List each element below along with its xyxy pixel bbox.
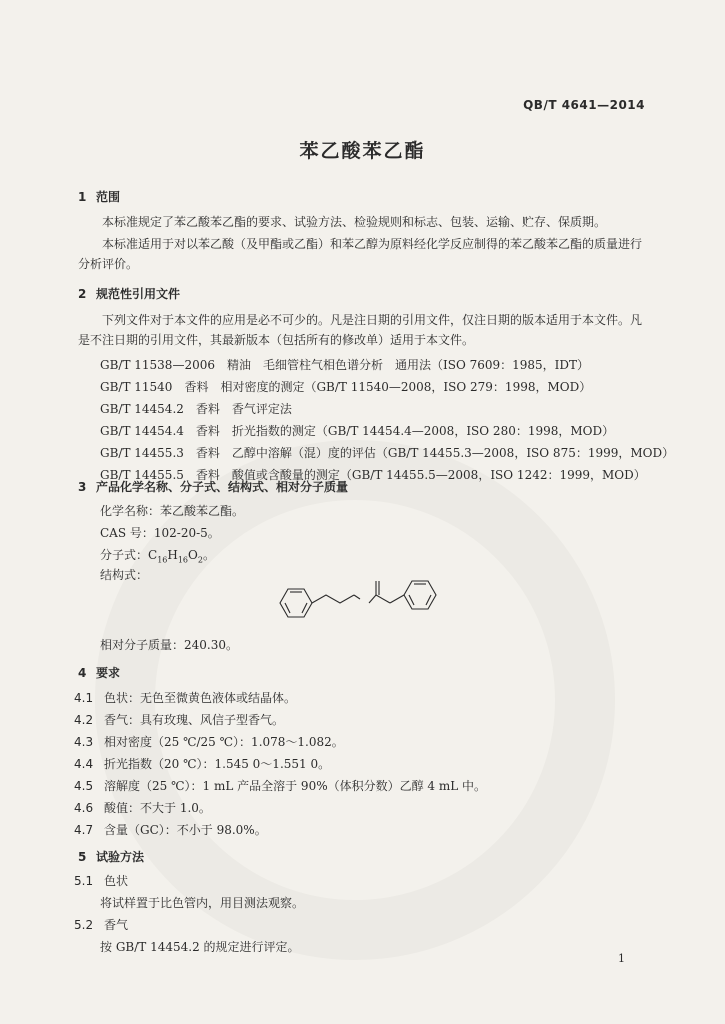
- structural-formula: [270, 575, 450, 630]
- section-number: 3: [78, 480, 87, 494]
- requirement-item: 4.5 溶解度（25 ℃）：1 mL 产品全溶于 90%（体积分数）乙醇 4 mL 中。: [74, 779, 487, 793]
- requirement-item: 4.1 色状：无色至微黄色液体或结晶体。: [74, 691, 297, 705]
- section-2-heading: [78, 285, 180, 302]
- page-number: 1: [618, 952, 625, 965]
- standard-number: QB/T 4641—2014: [523, 98, 645, 112]
- section-title: 要求: [96, 666, 121, 680]
- reference-item: GB/T 14454.4 香料 折光指数的测定（GB/T 14454.4—2008，ISO 280：1998，MOD）: [100, 424, 615, 438]
- section-number: 5: [78, 850, 87, 864]
- molecular-formula: 分子式：$C_{16}H_{16}O_2$。: [100, 548, 215, 565]
- molecular-weight: 相对分子质量：240.30。: [100, 638, 238, 652]
- reference-item: GB/T 14454.2 香料 香气评定法: [100, 402, 292, 416]
- structure-label: 结构式：: [100, 568, 149, 582]
- section-number: 4: [78, 666, 87, 680]
- subsection-5-2-text: 按 GB/T 14454.2 的规定进行评定。: [100, 940, 300, 954]
- cas-number: CAS 号：102-20-5。: [100, 526, 220, 540]
- reference-item: GB/T 14455.3 香料 乙醇中溶解（混）度的评估（GB/T 14455.3—2008，ISO 875：1999，MOD）: [100, 446, 675, 460]
- section-number: 2: [78, 287, 87, 301]
- section-title: 产品化学名称、分子式、结构式、相对分子质量: [96, 480, 349, 494]
- requirement-item: 4.6 酸值：不大于 1.0。: [74, 801, 211, 815]
- reference-item: GB/T 14455.5 香料 酸值或含酸量的测定（GB/T 14455.5—2008，ISO 1242：1999，MOD）: [100, 468, 646, 482]
- subsection-5-2-heading: 5.2 香气: [74, 918, 129, 932]
- requirement-item: 4.7 含量（GC）：不小于 98.0%。: [74, 823, 267, 837]
- requirement-item: 4.4 折光指数（20 ℃）：1.545 0～1.551 0。: [74, 757, 331, 771]
- section-title: 试验方法: [96, 850, 145, 864]
- subsection-5-1-heading: 5.1 色状: [74, 874, 129, 888]
- section-title: 规范性引用文件: [96, 287, 181, 301]
- section-4-heading: [78, 664, 120, 681]
- section-2-paragraph: 下列文件对于本文件的应用是必不可少的。凡是注日期的引用文件，仅注日期的版本适用于本文件。凡是不注日期的引用文件，其最新版本（包括所有的修改单）适用于本文件。: [78, 313, 643, 347]
- section-1-paragraph-1: 本标准规定了苯乙酸苯乙酯的要求、试验方法、检验规则和标志、包装、运输、贮存、保质期。: [102, 215, 607, 229]
- requirement-item: 4.2 香气：具有玫瑰、风信子型香气。: [74, 713, 285, 727]
- reference-item: GB/T 11538—2006 精油 毛细管柱气相色谱分析 通用法（ISO 7609：1985，IDT）: [100, 358, 590, 372]
- subsection-5-1-text: 将试样置于比色管内，用目测法观察。: [100, 896, 305, 910]
- section-number: 1: [78, 190, 87, 204]
- section-1-heading: [78, 188, 120, 205]
- chemical-name: 化学名称：苯乙酸苯乙酯。: [100, 504, 245, 518]
- document-title: 苯乙酸苯乙酯: [299, 140, 426, 162]
- section-5-heading: [78, 848, 144, 865]
- requirement-item: 4.3 相对密度（25 ℃/25 ℃）：1.078～1.082。: [74, 735, 344, 749]
- reference-item: GB/T 11540 香料 相对密度的测定（GB/T 11540—2008，ISO 279：1998，MOD）: [100, 380, 592, 394]
- section-3-heading: [78, 478, 348, 495]
- section-1-paragraph-2: 本标准适用于对以苯乙酸（及甲酯或乙酯）和苯乙醇为原料经化学反应制得的苯乙酸苯乙酯的质量进行分析评价。: [78, 237, 643, 271]
- section-title: 范围: [96, 190, 121, 204]
